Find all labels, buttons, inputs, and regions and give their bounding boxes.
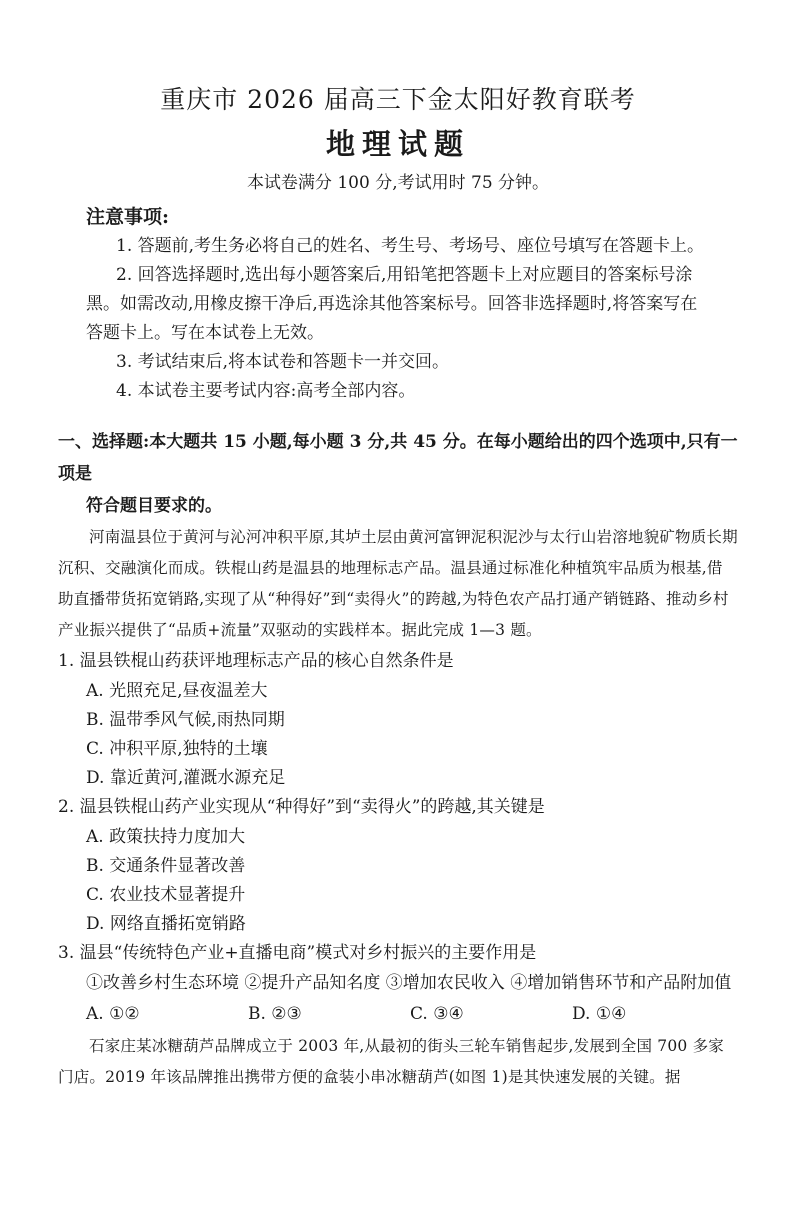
question-2-option-a: A. 政策扶持力度加大 [86, 827, 246, 847]
question-3-statements: ①改善乡村生态环境 ②提升产品知名度 ③增加农民收入 ④增加销售环节和产品附加值 [86, 973, 732, 993]
exam-page [0, 84, 800, 1216]
notice-item-4: 4. 本试卷主要考试内容:高考全部内容。 [116, 381, 416, 401]
exam-title: 重庆市 2026 届高三下金太阳好教育联考 [160, 85, 636, 114]
section-heading [58, 426, 738, 522]
notice-item-3: 3. 考试结束后,将本试卷和答题卡一并交回。 [116, 352, 450, 372]
question-1-option-d: D. 靠近黄河,灌溉水源充足 [86, 768, 286, 788]
question-1-option-a: A. 光照充足,昼夜温差大 [86, 681, 268, 701]
notice-item-2: 2. 回答选择题时,选出每小题答案后,用铅笔把答题卡上对应题目的答案标号涂黑。如需改动,用橡皮擦干净后,再选涂其他答案标号。回答非选择题时,将答案写在答题卡上。写在本试卷上无效。 [86, 265, 698, 343]
notice-list [58, 232, 738, 406]
section-heading-line1: 一、选择题:本大题共 15 小题,每小题 3 分,共 45 分。在每小题给出的四个选项中,只有一项是 [58, 432, 738, 484]
question-1-option-b: B. 温带季风气候,雨热同期 [86, 710, 285, 730]
passage-2: 石家庄某冰糖葫芦品牌成立于 2003 年,从最初的街头三轮车销售起步,发展到全国 700 多家门店。2019 年该品牌推出携带方便的盒装小串冰糖葫芦(如图 1)是其快速发展的关键。据 [58, 1037, 724, 1086]
question-2-option-b: B. 交通条件显著改善 [86, 856, 246, 876]
question-3-answer-b: B. ②③ [248, 1004, 302, 1024]
exam-header [58, 84, 738, 194]
question-3-answers [58, 999, 738, 1029]
exam-info: 本试卷满分 100 分,考试用时 75 分钟。 [246, 173, 550, 193]
subject-title: 地理试题 [325, 127, 470, 161]
question-3-stem: 3. 温县“传统特色产业+直播电商”模式对乡村振兴的主要作用是 [58, 943, 537, 963]
question-3-answer-a: A. ①② [86, 1004, 140, 1024]
question-3-answer-c: C. ③④ [410, 1004, 464, 1024]
passage-1: 河南温县位于黄河与沁河冲积平原,其垆土层由黄河富钾泥积泥沙与太行山岩溶地貌矿物质长期沉积、交融演化而成。铁棍山药是温县的地理标志产品。温县通过标准化种植筑牢品质为根基,借助直播带货拓宽销路,实现了从“种得好”到“卖得火”的跨越,为特色农产品打通产销链路、推动乡村产业振兴提供了“品质+流量”双驱动的实践样本。据此完成 1—3 题。 [58, 528, 738, 639]
question-3-answer-d: D. ①④ [572, 1004, 627, 1024]
question-2-stem: 2. 温县铁棍山药产业实现从“种得好”到“卖得火”的跨越,其关键是 [58, 797, 545, 817]
notice-heading: 注意事项: [86, 206, 170, 228]
question-2-option-d: D. 网络直播拓宽销路 [86, 914, 246, 934]
section-heading-line2: 符合题目要求的。 [86, 496, 222, 516]
question-2-option-c: C. 农业技术显著提升 [86, 885, 246, 905]
question-1-stem: 1. 温县铁棍山药获评地理标志产品的核心自然条件是 [58, 651, 454, 671]
question-1-option-c: C. 冲积平原,独特的土壤 [86, 739, 268, 759]
notice-item-1: 1. 答题前,考生务必将自己的姓名、考生号、考场号、座位号填写在答题卡上。 [116, 236, 705, 256]
